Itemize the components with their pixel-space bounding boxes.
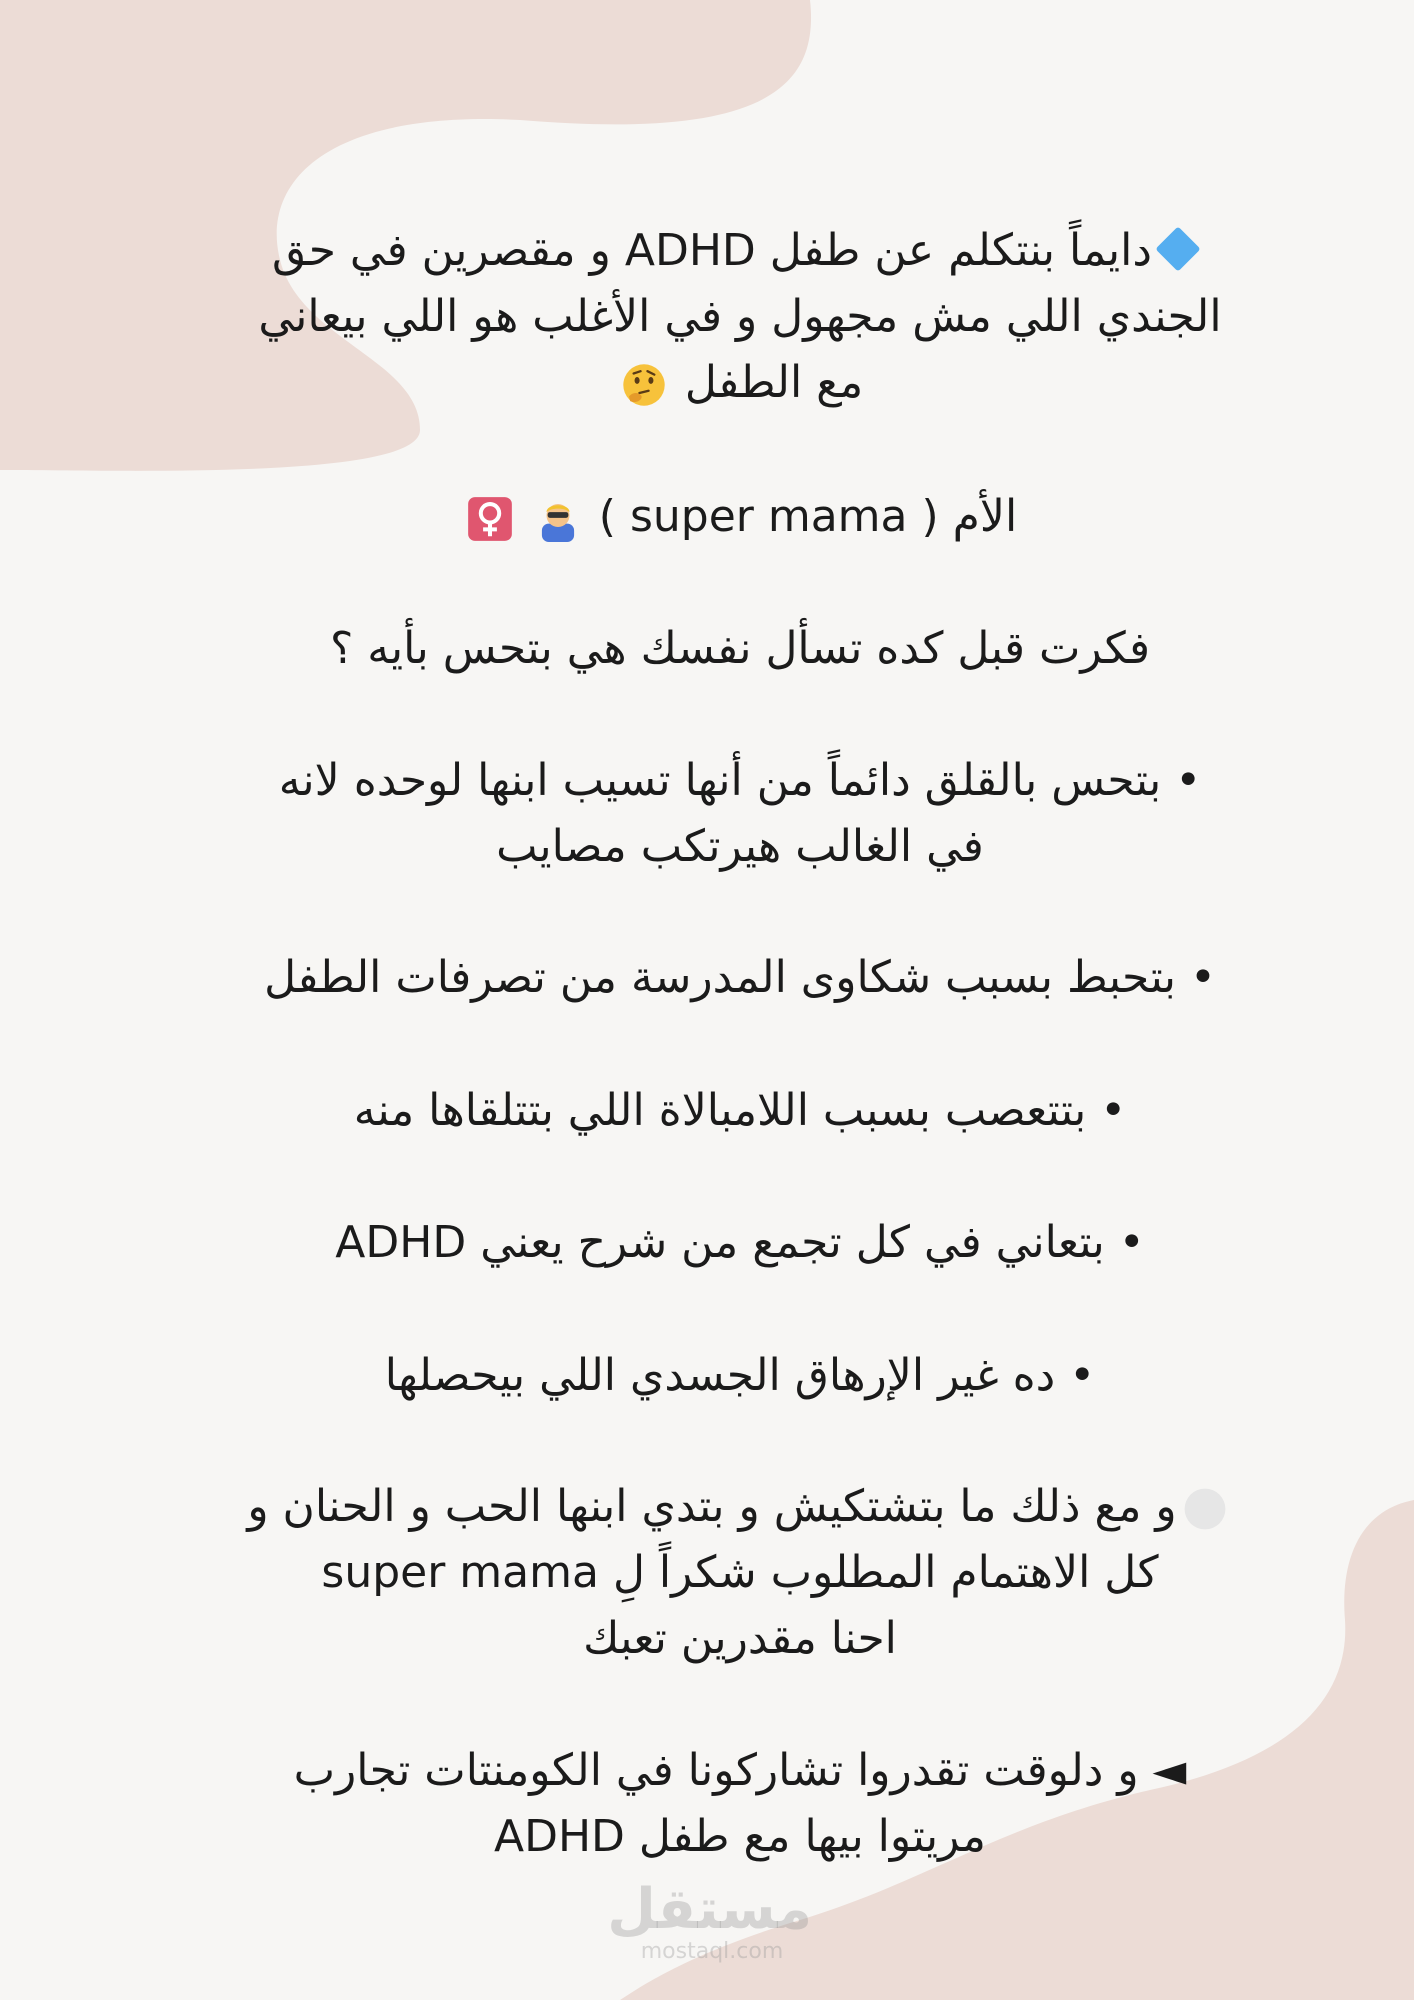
closing-paragraph (150, 1474, 1330, 1672)
intro-line-1: دايماً بنتكلم عن طفل ADHD و مقصرين في حق (150, 218, 1330, 284)
closing-line-1: و مع ذلك ما بتشتكيش و بتدي ابنها الحب و الحنان و (150, 1474, 1330, 1540)
watermark-logo: مستقل (607, 1877, 812, 1942)
bullet-5: • ده غير الإرهاق الجسدي اللي بيحصلها (384, 1350, 1096, 1401)
question-line: فكرت قبل كده تسأل نفسك هي بتحس بأيه ؟ (329, 623, 1151, 674)
superhero-icon (535, 496, 581, 542)
mother-title-line (150, 484, 1330, 550)
bullet-1: • بتحس بالقلق دائماً من أنها تسيب ابنها لوحده لانه في الغالب هيرتكب مصايب (278, 755, 1202, 872)
bullet-4: • بتعاني في كل تجمع من شرح يعني ADHD (335, 1217, 1145, 1268)
intro-paragraph (150, 218, 1330, 416)
bullet-3: • بتتعصب بسبب اللامبالاة اللي بتتلقاها منه (353, 1085, 1127, 1136)
bullet-2: • بتحبط بسبب شكاوى المدرسة من تصرفات الطفل (264, 952, 1216, 1003)
call-to-action: ◄ و دلوقت تقدروا تشاركونا في الكومنتات تجارب مريتوا بيها مع طفل ADHD (293, 1745, 1187, 1862)
watermark-url: mostaql.com (640, 1939, 784, 1964)
female-sign-icon (467, 496, 513, 542)
intro-line-3: مع الطفل (150, 350, 1330, 416)
intro-line-2: الجندي اللي مش مجهول و في الأغلب هو اللي بيعاني (258, 291, 1222, 342)
closing-line-2: كل الاهتمام المطلوب شكراً لِ super mama (321, 1547, 1159, 1598)
mother-title: الأم ( super mama ) (598, 491, 1018, 542)
closing-line-3: احنا مقدرين تعبك (583, 1613, 897, 1664)
blue-diamond-icon (1155, 226, 1200, 271)
white-circle-icon (1181, 1485, 1229, 1533)
mostaql-watermark (607, 1877, 812, 1964)
thinking-face-icon (621, 362, 667, 408)
